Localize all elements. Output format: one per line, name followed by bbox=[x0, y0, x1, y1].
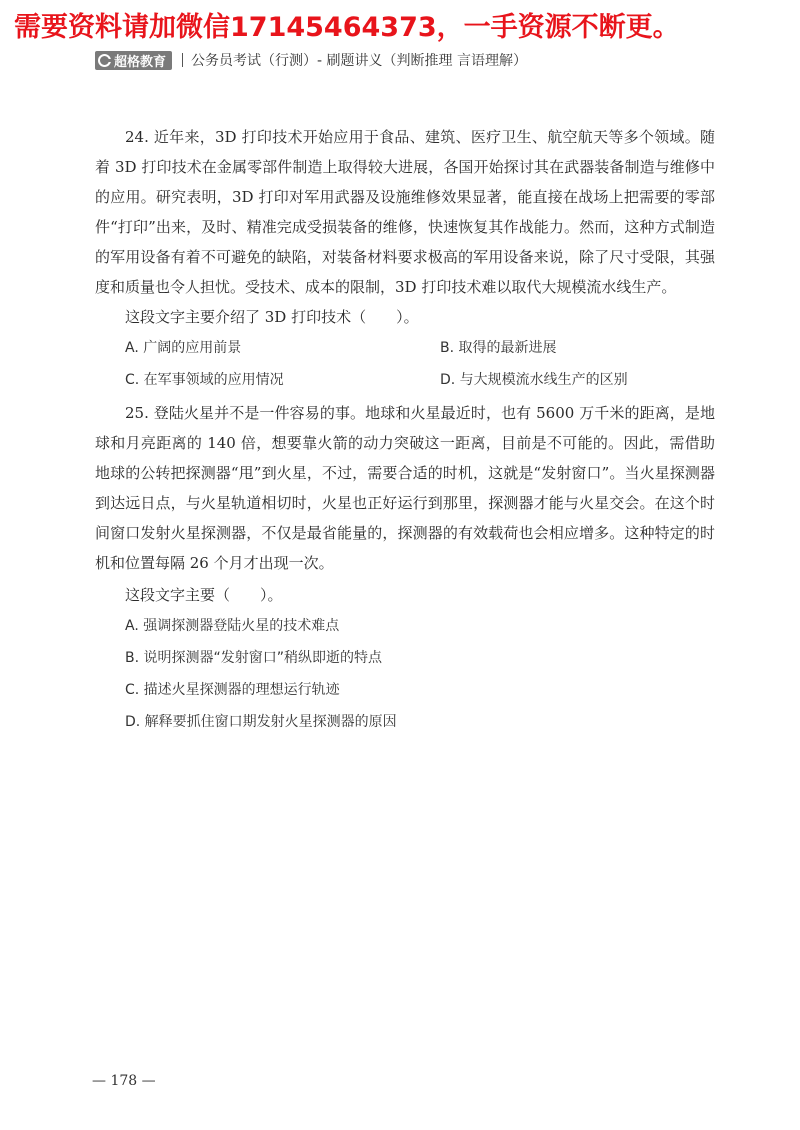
publisher-logo bbox=[95, 51, 172, 70]
page-content bbox=[95, 122, 715, 738]
logo-text: 超格教育 bbox=[114, 54, 167, 70]
question-25-option-b: B. 说明探测器“发射窗口”稍纵即逝的特点 bbox=[125, 650, 383, 666]
question-24-option-b: B. 取得的最新进展 bbox=[440, 340, 557, 356]
question-24-option-c: C. 在军事领域的应用情况 bbox=[125, 372, 284, 388]
question-24-option-d: D. 与大规模流水线生产的区别 bbox=[440, 372, 628, 388]
header-title: 公务员考试（行测）- 刷题讲义（判断推理 言语理解） bbox=[191, 53, 527, 69]
question-24-passage: 24. 近年来，3D 打印技术开始应用于食品、建筑、医疗卫生、航空航天等多个领域。随着 3D 打印技术在金属零部件制造上取得较大进展，各国开始探讨其在武器装备制造与维修中的应用。研究表明，3D 打印对军用武器及设施维修效果显著，能直接在战场上把需要的零部件“打印”出来，及时、精准完成受损装备的维修，快速恢复其作战能力。然而，这种方式制造的军用设备有着不可避免的缺陷，对装备材料要求极高的军用设备来说，除了尺寸受限，其强度和质量也令人担忧。受技术、成本的限制，3D 打印技术难以取代大规模流水线生产。 bbox=[95, 128, 715, 296]
question-25-options bbox=[95, 610, 715, 738]
question-25-stem: 这段文字主要（ ）。 bbox=[125, 586, 283, 604]
question-25-option-a: A. 强调探测器登陆火星的技术难点 bbox=[125, 618, 340, 634]
question-24-option-a: A. 广阔的应用前景 bbox=[125, 340, 242, 356]
header-divider bbox=[182, 53, 183, 67]
question-24-options bbox=[95, 332, 715, 396]
question-25-option-d: D. 解释要抓住窗口期发射火星探测器的原因 bbox=[125, 714, 397, 730]
question-24-stem: 这段文字主要介绍了 3D 打印技术（ ）。 bbox=[125, 308, 419, 326]
question-25-option-c: C. 描述火星探测器的理想运行轨迹 bbox=[125, 682, 340, 698]
watermark-banner: 需要资料请加微信17145464373，一手资源不断更。 bbox=[14, 12, 680, 43]
page-header bbox=[95, 50, 527, 70]
logo-c-icon bbox=[98, 54, 111, 67]
question-25-passage: 25. 登陆火星并不是一件容易的事。地球和火星最近时，也有 5600 万千米的距离，是地球和月亮距离的 140 倍，想要靠火箭的动力突破这一距离，目前是不可能的。因此，需借助地球的公转把探测器“甩”到火星，不过，需要合适的时机，这就是“发射窗口”。当火星探测器到达远日点，与火星轨道相切时，火星也正好运行到那里，探测器才能与火星交会。在这个时间窗口发射火星探测器，不仅是最省能量的，探测器的有效载荷也会相应增多。这种特定的时机和位置每隔 26 个月才出现一次。 bbox=[95, 404, 715, 572]
page-number: — 178 — bbox=[92, 1073, 156, 1089]
